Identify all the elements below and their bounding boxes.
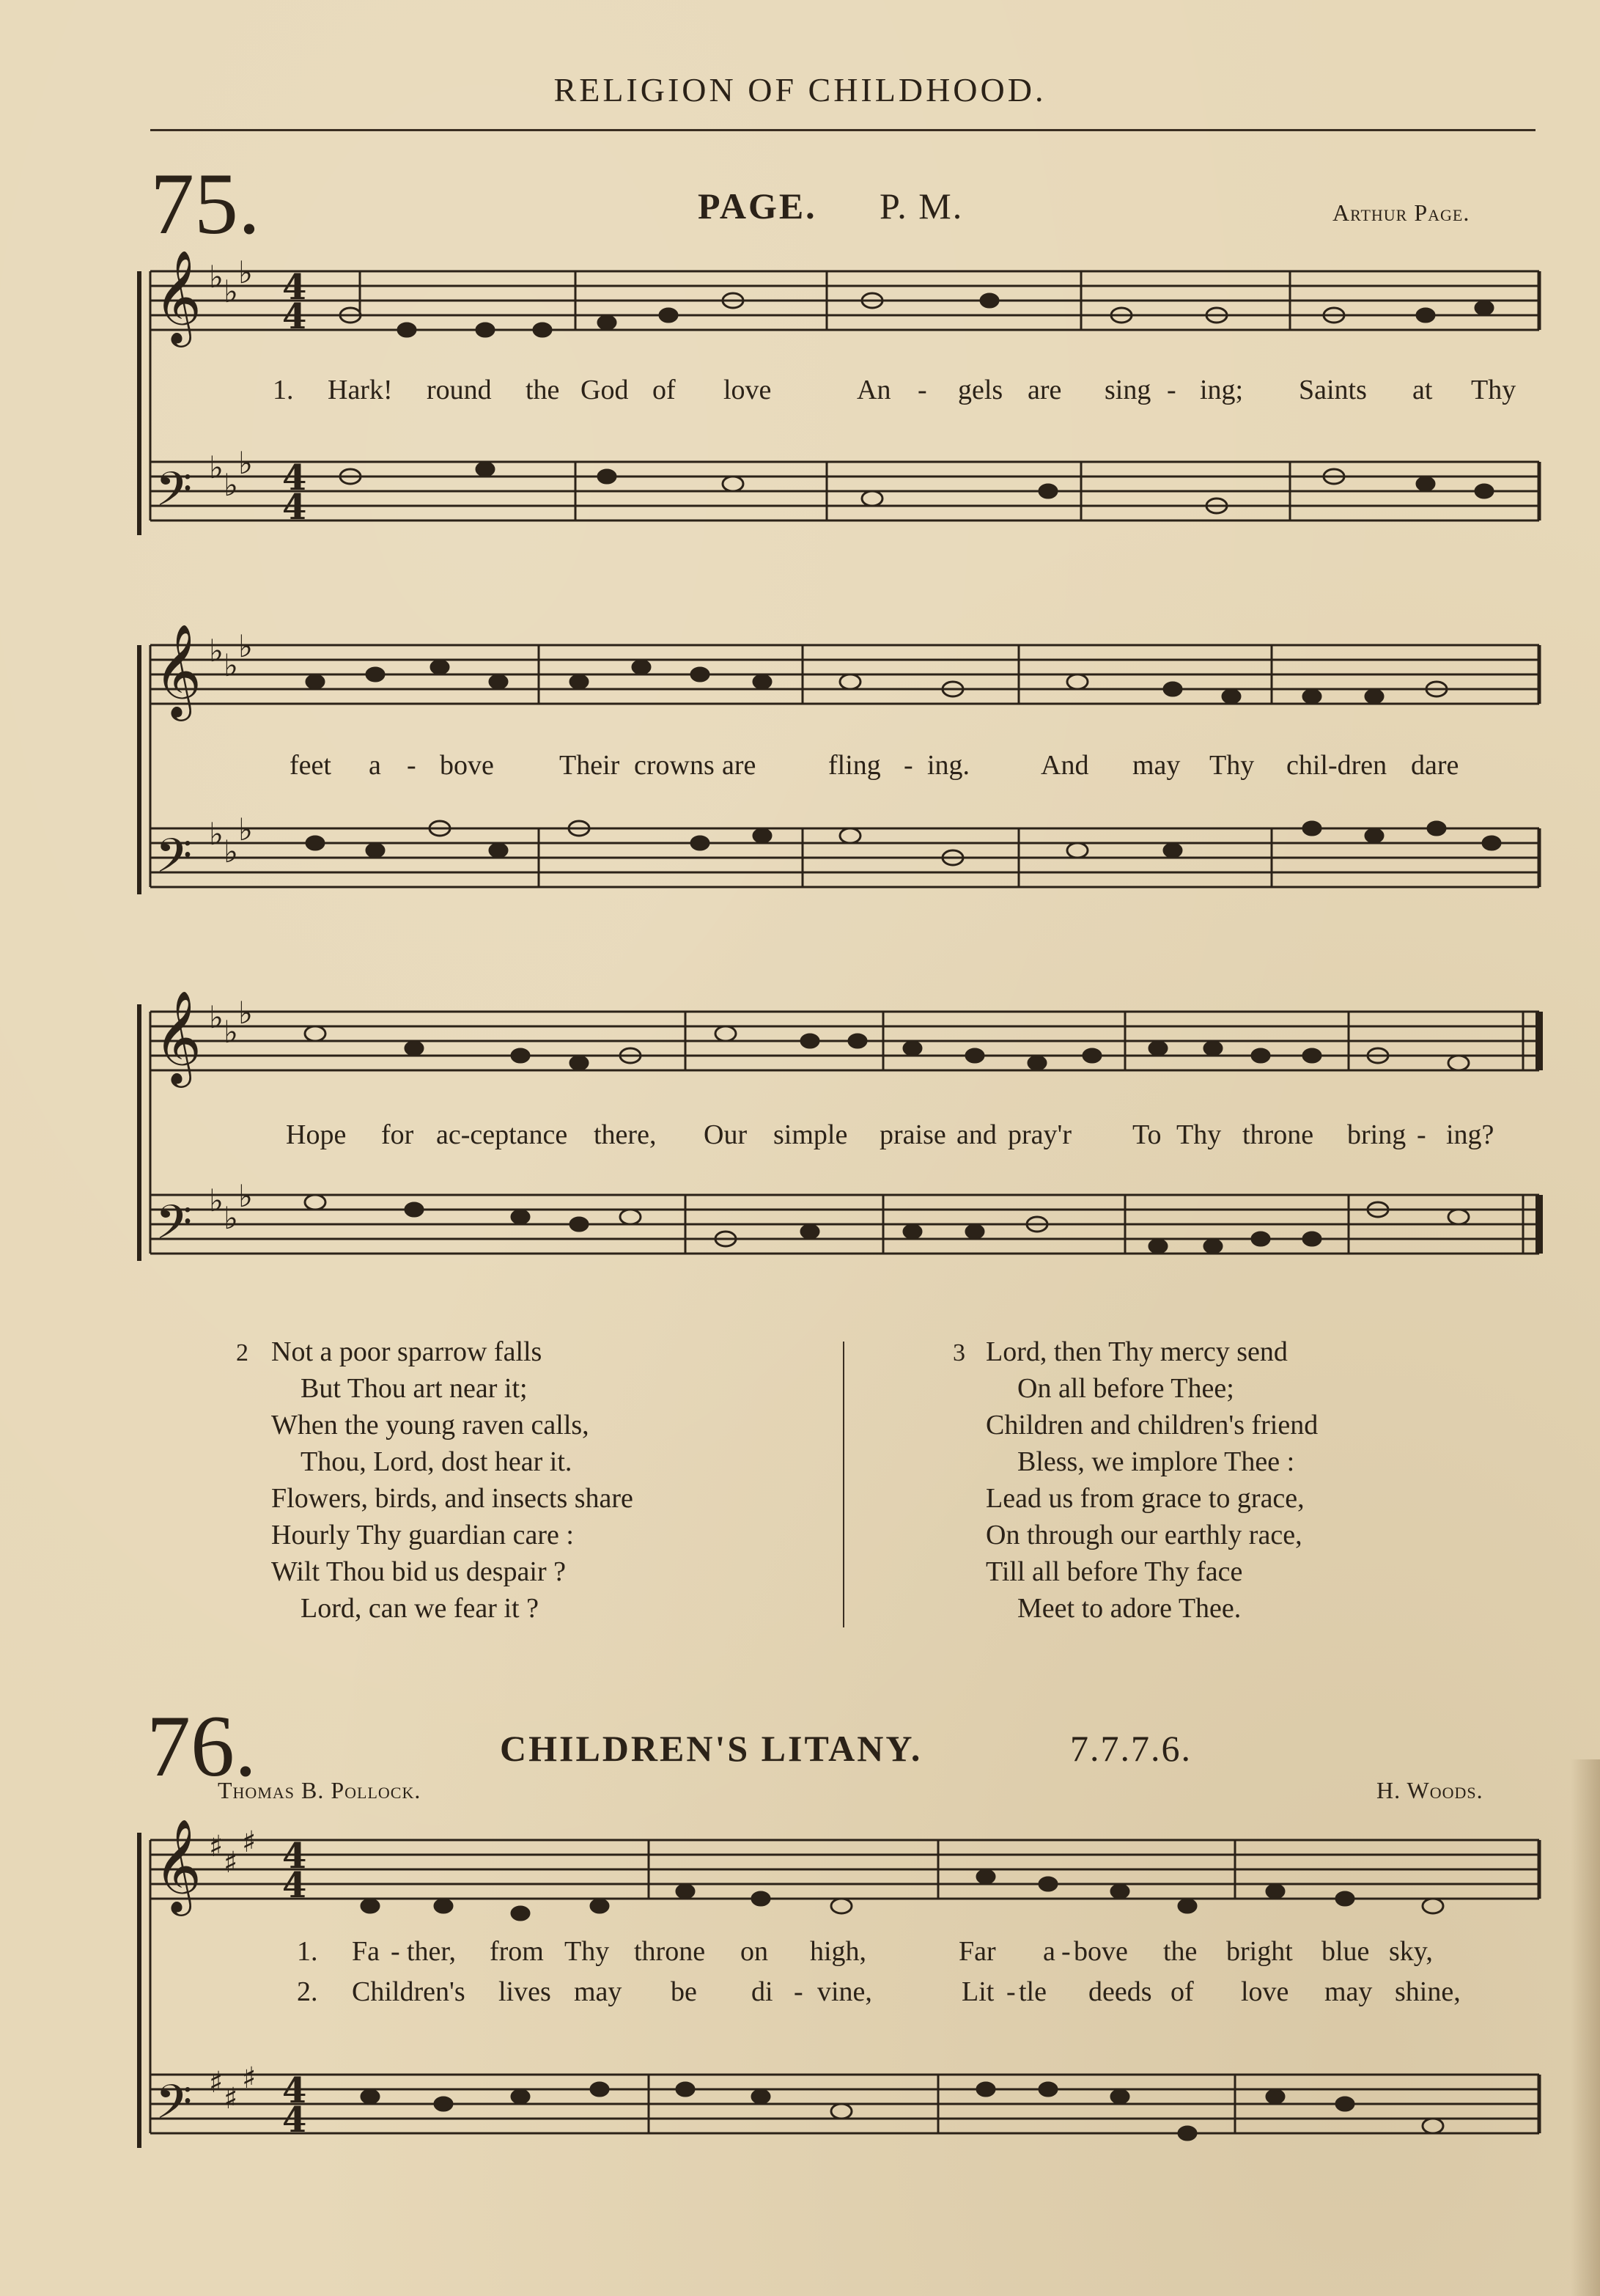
lyric-syllable: shine, [1395, 1976, 1461, 2007]
hymn-76-author: Thomas B. Pollock. [218, 1777, 421, 1803]
hymn-75-number: 75. [150, 155, 260, 252]
lyric-syllable: feet [290, 750, 331, 781]
lyric-syllable: are [722, 750, 756, 781]
svg-text:♯: ♯ [242, 1825, 257, 1859]
svg-text:♭: ♭ [224, 1014, 238, 1050]
svg-text:𝄢: 𝄢 [155, 2075, 193, 2141]
lyric-syllable: gels [958, 375, 1003, 405]
svg-text:♯: ♯ [209, 2066, 224, 2100]
lyric-syllable: God [580, 375, 629, 405]
lyric-syllable: pray'r [1008, 1119, 1072, 1150]
hymn-76-composer: H. Woods. [1376, 1777, 1483, 1803]
verse-line: 3 Lord, then Thy mercy send [953, 1336, 1288, 1367]
svg-text:4: 4 [282, 296, 307, 337]
lyric-syllable: An [857, 375, 891, 405]
hymn-75-lyrics-3 [286, 1119, 1546, 1163]
lyric-syllable: at [1412, 375, 1433, 405]
lyric-syllable: are [1028, 375, 1062, 405]
lyric-syllable: Thy [1209, 750, 1255, 781]
lyric-syllable: sing [1105, 375, 1151, 405]
hymn-75-composer: Arthur Page. [1332, 199, 1470, 226]
lyric-syllable: Lit [962, 1976, 995, 2007]
lyric-syllable: may [1132, 750, 1181, 781]
lyric-syllable: bove [1074, 1936, 1128, 1967]
lyric-syllable: be [671, 1976, 697, 2007]
svg-text:♭: ♭ [209, 816, 224, 852]
svg-text:♭: ♭ [209, 999, 224, 1035]
verse-line: Wilt Thou bid us despair ? [271, 1556, 566, 1587]
lyric-hyphen: - [794, 1976, 803, 2007]
lyric-syllable: Far [959, 1936, 996, 1967]
lyric-syllable: Hope [286, 1119, 347, 1150]
lyric-syllable: the [526, 375, 560, 405]
svg-text:♭: ♭ [224, 1200, 238, 1236]
svg-text:𝄞: 𝄞 [154, 249, 202, 343]
lyric-hyphen: - [1417, 1119, 1426, 1150]
lyric-hyphen: - [1167, 375, 1176, 405]
lyric-syllable: bright [1226, 1936, 1293, 1967]
lyric-syllable: crowns [634, 750, 715, 781]
svg-text:4: 4 [282, 1836, 307, 1877]
lyric-syllable: bove [440, 750, 494, 781]
svg-text:♯: ♯ [224, 1846, 238, 1880]
verse-number: 1. [297, 1936, 318, 1967]
lyric-syllable: Our [704, 1119, 748, 1150]
lyric-syllable: round [427, 375, 492, 405]
verse-line: Lead us from grace to grace, [986, 1483, 1305, 1514]
svg-text:𝄞: 𝄞 [154, 623, 202, 717]
lyric-syllable: di [751, 1976, 773, 2007]
svg-text:♭: ♭ [209, 633, 224, 669]
verse-line: Children and children's friend [986, 1410, 1319, 1440]
lyric-syllable: Fa [352, 1936, 380, 1967]
lyric-syllable: ther, [407, 1936, 457, 1967]
lyric-syllable: a [1043, 1936, 1055, 1967]
svg-text:𝄢: 𝄢 [155, 1196, 193, 1262]
svg-text:𝄢: 𝄢 [155, 463, 193, 529]
svg-text:♭: ♭ [224, 467, 238, 503]
hymn-75-verse-3 [953, 1336, 1554, 1625]
lyric-syllable: deeds [1088, 1976, 1152, 2007]
lyric-syllable: blue [1321, 1936, 1370, 1967]
lyric-syllable: ing? [1446, 1119, 1494, 1150]
svg-text:♭: ♭ [224, 834, 238, 869]
hymn-76-lyrics-verse-1 [297, 1935, 1543, 1979]
lyric-syllable: and [956, 1119, 997, 1150]
header-rule [150, 129, 1536, 131]
running-head: RELIGION OF CHILDHOOD. [553, 71, 1047, 108]
verse-line: Meet to adore Thee. [1017, 1593, 1242, 1624]
svg-text:♭: ♭ [209, 1182, 224, 1218]
lyric-syllable: high, [810, 1936, 867, 1967]
lyric-syllable: vine, [817, 1976, 872, 2007]
lyric-syllable: ing; [1200, 375, 1244, 405]
lyric-syllable: simple [773, 1119, 848, 1150]
lyric-syllable: Saints [1299, 375, 1367, 405]
lyric-syllable: the [1163, 1936, 1198, 1967]
verse-divider [843, 1342, 844, 1627]
hymn-76-number: 76. [147, 1697, 257, 1795]
verse-line: On all before Thee; [1017, 1373, 1234, 1404]
svg-text:♯: ♯ [224, 2082, 238, 2116]
lyric-syllable: To [1132, 1119, 1162, 1150]
svg-text:4: 4 [282, 2100, 307, 2141]
lyric-syllable: praise [880, 1119, 946, 1150]
verse-line: Bless, we implore Thee : [1017, 1446, 1295, 1477]
lyric-syllable: a [369, 750, 381, 781]
verse-number: 2 [236, 1339, 248, 1366]
verse-line: But Thou art near it; [301, 1373, 528, 1404]
lyric-hyphen: - [391, 1936, 400, 1967]
svg-text:♭: ♭ [224, 273, 238, 309]
svg-text:♭: ♭ [238, 812, 253, 847]
lyric-syllable: bring [1347, 1119, 1407, 1150]
verse-line: Lord, can we fear it ? [301, 1593, 539, 1624]
svg-text:♯: ♯ [242, 2061, 257, 2095]
svg-text:4: 4 [282, 2070, 307, 2111]
lyric-syllable: from [490, 1936, 544, 1967]
lyric-syllable: dare [1411, 750, 1459, 781]
verse-number: 2. [297, 1976, 318, 2007]
lyric-syllable: on [740, 1936, 768, 1967]
svg-text:♯: ♯ [209, 1830, 224, 1863]
svg-text:♭: ♭ [238, 995, 253, 1031]
lyric-hyphen: - [407, 750, 416, 781]
lyric-syllable: of [1170, 1976, 1194, 2007]
verse-number: 1. [273, 375, 294, 405]
verse-line: On through our earthly race, [986, 1520, 1302, 1550]
svg-text:♭: ♭ [224, 647, 238, 683]
verse-number: 3 [953, 1339, 965, 1366]
svg-text:♭: ♭ [209, 449, 224, 485]
lyric-syllable: love [723, 375, 772, 405]
verse-line: When the young raven calls, [271, 1410, 589, 1440]
lyric-syllable: ing. [927, 750, 970, 781]
verse-line: Thou, Lord, dost hear it. [301, 1446, 572, 1477]
lyric-syllable: of [652, 375, 676, 405]
lyric-syllable: ac-ceptance [436, 1119, 568, 1150]
lyric-syllable: sky, [1389, 1936, 1433, 1967]
lyric-hyphen: - [918, 375, 927, 405]
hymn-75-title: PAGE. [698, 185, 817, 227]
svg-text:♭: ♭ [238, 254, 253, 290]
svg-text:𝄞: 𝄞 [154, 1818, 202, 1912]
svg-text:4: 4 [282, 487, 307, 528]
svg-text:𝄞: 𝄞 [154, 990, 202, 1083]
lyric-syllable: there, [594, 1119, 657, 1150]
hymn-76-lyrics-verse-2 [297, 1976, 1543, 2020]
hymn-75-lyrics-2 [290, 749, 1536, 793]
lyric-syllable: throne [634, 1936, 706, 1967]
hymn-75-verse-2 [236, 1336, 837, 1625]
lyric-syllable: love [1241, 1976, 1289, 2007]
lyric-syllable: Children's [352, 1976, 465, 2007]
lyric-syllable: Thy [564, 1936, 610, 1967]
lyric-syllable: Thy [1176, 1119, 1222, 1150]
verse-line: Hourly Thy guardian care : [271, 1520, 574, 1550]
lyric-syllable: may [1324, 1976, 1373, 2007]
lyric-syllable: lives [498, 1976, 551, 2007]
svg-text:♭: ♭ [238, 1178, 253, 1214]
verse-line: Flowers, birds, and insects share [271, 1483, 633, 1514]
lyric-syllable: And [1041, 750, 1089, 781]
svg-text:♭: ♭ [238, 628, 253, 664]
lyric-syllable: Hark! [328, 375, 393, 405]
lyric-syllable: for [381, 1119, 414, 1150]
hymn-75-meter: P. M. [880, 185, 964, 227]
lyric-hyphen: - [1006, 1976, 1016, 2007]
lyric-syllable: tle [1019, 1976, 1047, 2007]
lyric-syllable: Their [559, 750, 620, 781]
lyric-hyphen: - [1061, 1936, 1071, 1967]
verse-line: Till all before Thy face [986, 1556, 1243, 1587]
hymn-76-meter: 7.7.7.6. [1070, 1728, 1192, 1769]
hymn-75-lyrics-1 [273, 374, 1533, 418]
svg-text:♭: ♭ [209, 259, 224, 295]
lyric-syllable: may [574, 1976, 622, 2007]
svg-text:4: 4 [282, 1865, 307, 1906]
svg-text:𝄢: 𝄢 [155, 829, 193, 895]
lyric-syllable: chil-dren [1286, 750, 1387, 781]
lyric-syllable: throne [1242, 1119, 1314, 1150]
lyric-syllable: fling [828, 750, 881, 781]
svg-text:4: 4 [282, 267, 307, 308]
hymn-76-title: CHILDREN'S LITANY. [500, 1728, 923, 1769]
svg-text:♭: ♭ [238, 445, 253, 481]
lyric-hyphen: - [904, 750, 913, 781]
verse-line: 2 Not a poor sparrow falls [236, 1336, 542, 1367]
page-edge-shadow [1571, 1759, 1600, 2296]
lyric-syllable: Thy [1471, 375, 1516, 405]
svg-text:4: 4 [282, 457, 307, 498]
